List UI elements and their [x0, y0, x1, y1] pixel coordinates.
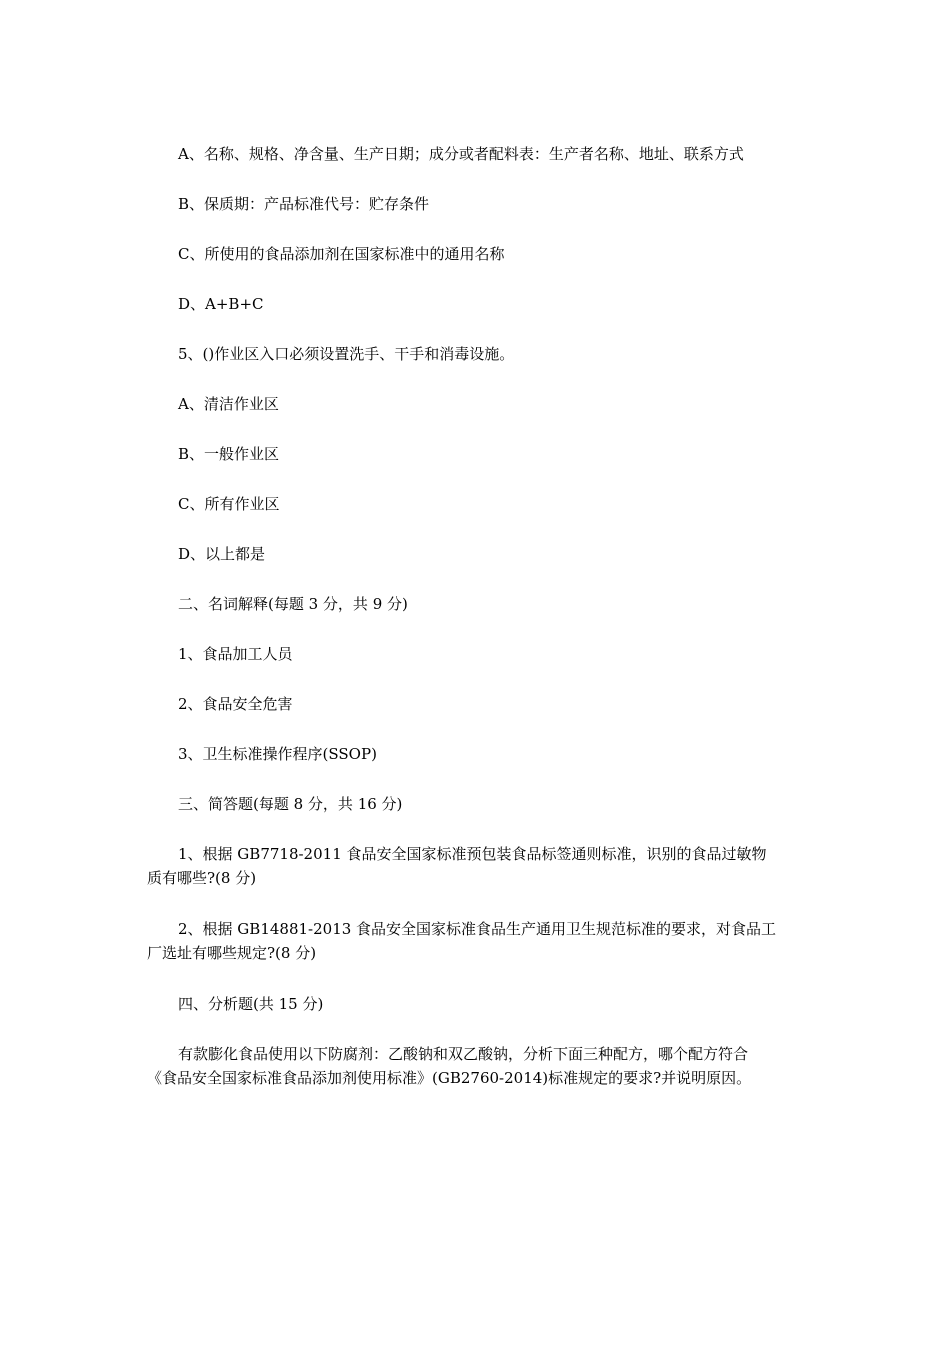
section-3-title: 三、简答题(每题 8 分，共 16 分)	[178, 795, 403, 813]
analysis-question	[147, 1042, 807, 1090]
short-answer-q2-line1: 2、根据 GB14881-2013 食品安全国家标准食品生产通用卫生规范标准的要求，对食品工	[178, 920, 777, 938]
short-answer-q1-line2: 质有哪些?(8 分)	[147, 869, 257, 887]
short-answer-q1	[147, 842, 807, 890]
analysis-question-line1: 有款膨化食品使用以下防腐剂：乙酸钠和双乙酸钠，分析下面三种配方，哪个配方符合	[178, 1045, 749, 1063]
short-answer-q2	[147, 917, 807, 965]
option-b-q5: B、一般作业区	[178, 445, 280, 463]
term-item: 1、食品加工人员	[178, 645, 293, 663]
option-a-q5: A、清洁作业区	[178, 395, 279, 413]
term-item: 3、卫生标准操作程序(SSOP)	[178, 745, 377, 763]
term-item: 2、食品安全危害	[178, 695, 293, 713]
question-5-stem: 5、()作业区入口必须设置洗手、干手和消毒设施。	[178, 345, 515, 363]
option-a-q4: A、名称、规格、净含量、生产日期；成分或者配料表：生产者名称、地址、联系方式	[178, 145, 744, 163]
option-b-q4: B、保质期：产品标准代号：贮存条件	[178, 195, 430, 213]
analysis-question-line2: 《食品安全国家标准食品添加剂使用标准》(GB2760-2014)标准规定的要求?并说明原因。	[147, 1069, 752, 1087]
short-answer-q2-line2: 厂选址有哪些规定?(8 分)	[147, 944, 317, 962]
section-2-title: 二、名词解释(每题 3 分，共 9 分)	[178, 595, 408, 613]
option-d-q4: D、A+B+C	[178, 295, 264, 313]
option-c-q5: C、所有作业区	[178, 495, 280, 513]
section-4-title: 四、分析题(共 15 分)	[178, 995, 324, 1013]
short-answer-q1-line1: 1、根据 GB7718-2011 食品安全国家标准预包装食品标签通则标准，识别的食品过敏物	[178, 845, 767, 863]
option-d-q5: D、以上都是	[178, 545, 266, 563]
option-c-q4: C、所使用的食品添加剂在国家标准中的通用名称	[178, 245, 505, 263]
